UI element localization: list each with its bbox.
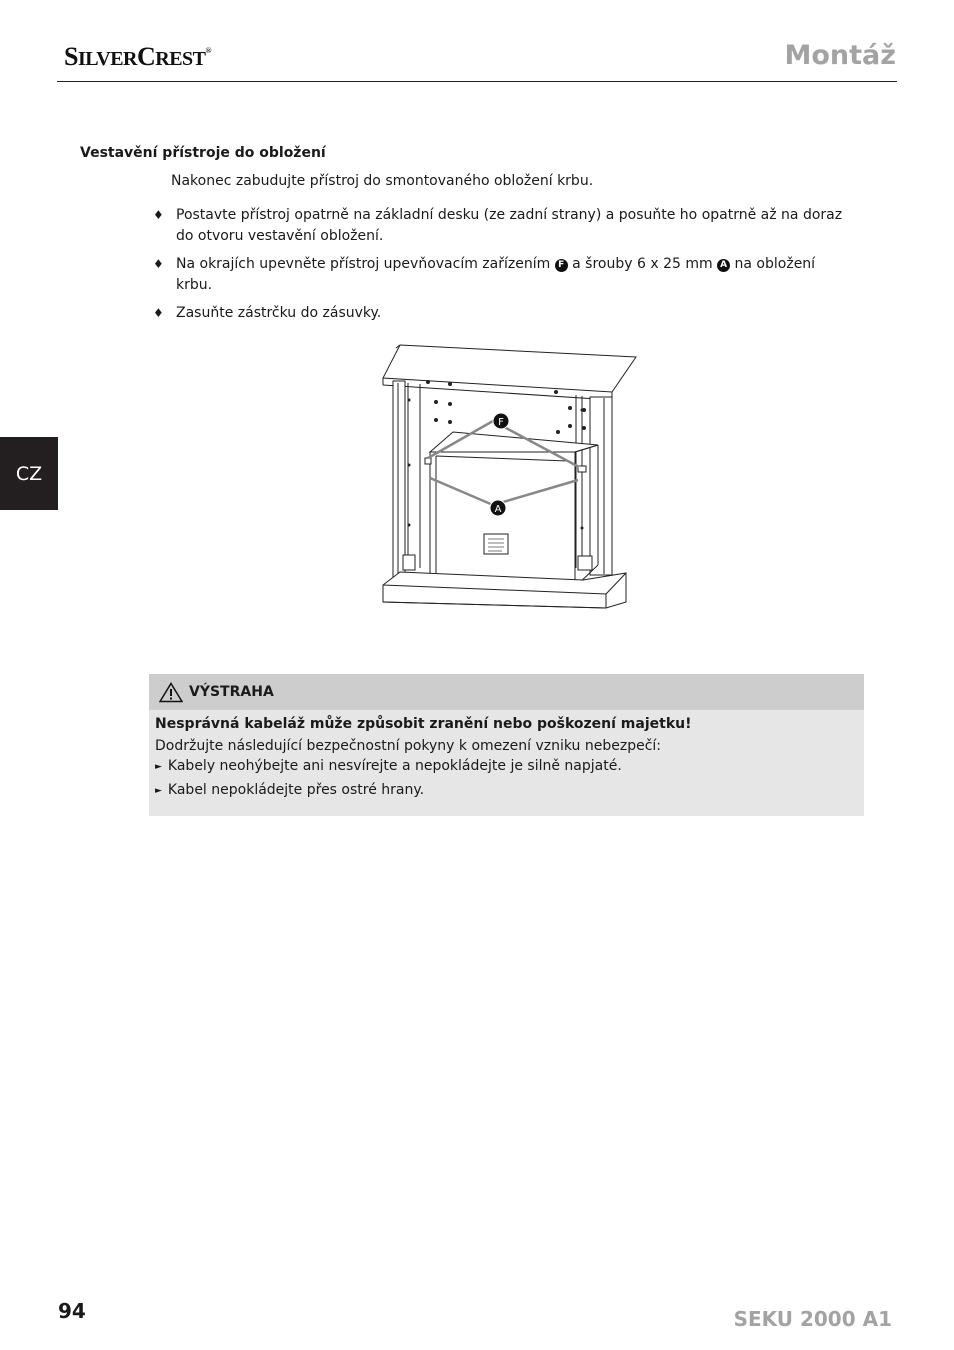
callout-a-icon — [490, 500, 506, 516]
diamond-bullet-icon: ♦ — [153, 306, 164, 320]
section-heading: Vestavění přístroje do obložení — [80, 145, 326, 161]
warning-list — [149, 758, 864, 798]
model-name: SEKU 2000 A1 — [733, 1307, 892, 1331]
list-item: ♦ Zasuňte zástrčku do zásuvky. — [153, 303, 853, 324]
svg-text:A: A — [494, 504, 502, 515]
warning-box — [149, 674, 864, 816]
svg-text:F: F — [498, 417, 504, 428]
part-marker-f-icon: F — [555, 259, 568, 272]
header-divider — [57, 81, 897, 82]
intro-text: Nakonec zabudujte přístroj do smontovaného obložení krbu. — [171, 173, 594, 189]
fireplace-assembly-illustration — [378, 340, 638, 615]
warning-triangle-icon — [159, 682, 183, 703]
warning-header — [149, 674, 864, 710]
arrow-bullet-icon: ► — [155, 762, 162, 772]
list-item: ► Kabely neohýbejte ani nesvírejte a nepokládejte je silně napjaté. — [155, 758, 622, 774]
language-tab: CZ — [0, 437, 58, 510]
list-item: ► Kabel nepokládejte přes ostré hrany. — [155, 782, 425, 798]
list-item: ♦ Postavte přístroj opatrně na základní desku (ze zadní strany) a posuňte ho opatrně až na doraz do otvoru vestavění obložení. — [153, 207, 843, 244]
diamond-bullet-icon: ♦ — [153, 208, 164, 222]
part-marker-a-icon: A — [717, 259, 730, 272]
warning-subtitle: Nesprávná kabeláž může způsobit zranění nebo poškození majetku! — [155, 716, 692, 732]
warning-text: Dodržujte následující bezpečnostní pokyny k omezení vzniku nebezpečí: — [155, 738, 661, 754]
diamond-bullet-icon: ♦ — [153, 257, 164, 271]
page-title: Montáž — [784, 40, 896, 71]
list-item: ♦ Na okrajích upevněte přístroj upevňovacím zařízením F a šrouby 6 x 25 mm A na obložení krbu. — [153, 256, 816, 293]
warning-title: VÝSTRAHA — [189, 684, 274, 700]
callout-f-icon — [493, 413, 509, 429]
arrow-bullet-icon: ► — [155, 786, 162, 796]
instruction-list — [153, 205, 853, 331]
brand-logo: SILVERCREST® — [64, 42, 211, 71]
page-number: 94 — [58, 1299, 86, 1323]
